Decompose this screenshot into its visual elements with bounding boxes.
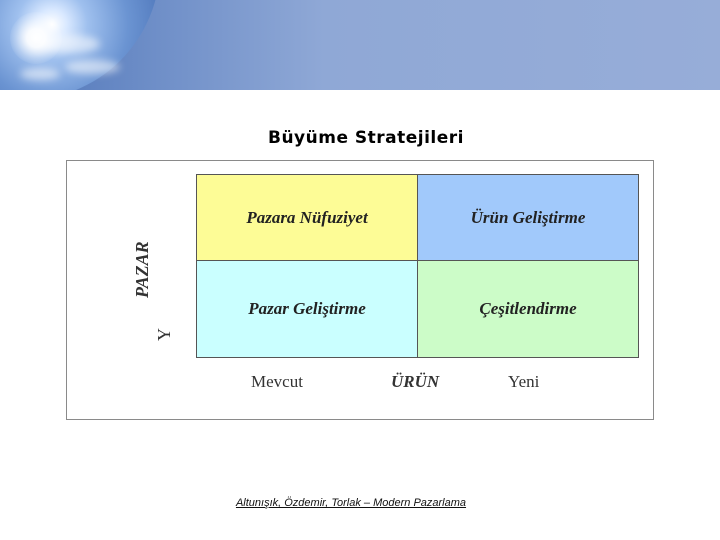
cell-cesitlendirme (417, 260, 639, 358)
cell-pazara-nufuziyet (196, 174, 418, 261)
cell-label: Pazara Nüfuziyet (246, 207, 368, 227)
x-axis-value-new: Yeni (508, 372, 540, 391)
cell-label: Pazar Geliştirme (248, 299, 366, 318)
cell-pazar-gelistirme (196, 260, 418, 358)
cell-label: Ürün Geliştirme (470, 207, 586, 227)
header-banner (0, 0, 720, 90)
x-axis-value-current: Mevcut (251, 372, 303, 391)
y-axis-title: PAZAR (132, 241, 152, 298)
y-axis-value: Y (154, 328, 174, 341)
footer-citation: Altunışık, Özdemir, Torlak – Modern Pazarlama (235, 497, 467, 509)
light-flare (10, 12, 62, 64)
x-axis-title: ÜRÜN (391, 372, 440, 391)
cell-urun-gelistirme (417, 174, 639, 261)
slide-title: Büyüme Stratejileri (267, 128, 464, 148)
cell-label: Çeşitlendirme (479, 299, 577, 318)
